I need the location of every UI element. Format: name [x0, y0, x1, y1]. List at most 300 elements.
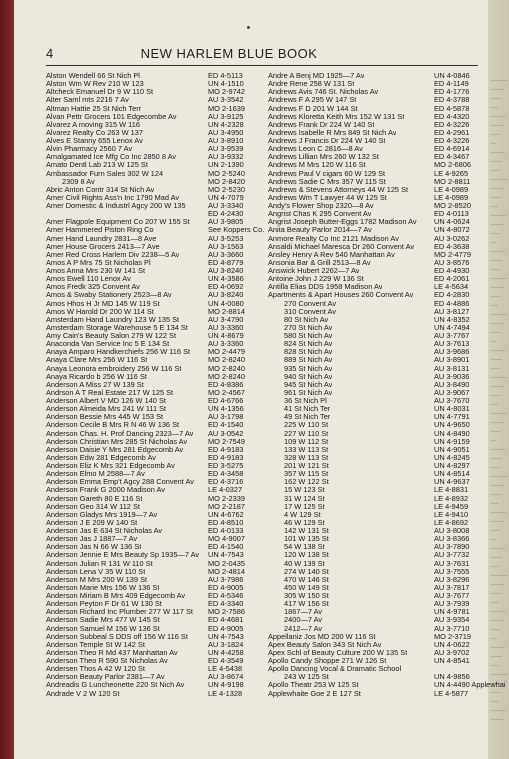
listing-phone: MO 2-5230 [208, 184, 245, 194]
listing-phone: AU 3-7817 [434, 582, 470, 592]
show-through-line [491, 125, 503, 126]
show-through-line [491, 458, 502, 459]
show-through-line [491, 701, 498, 702]
show-through-line [491, 449, 505, 450]
show-through-line [491, 377, 507, 378]
show-through-line [491, 287, 504, 288]
show-through-line [491, 710, 506, 711]
listing-phone: AU 3-7613 [434, 339, 470, 349]
listing-phone: AU 3-8901 [434, 355, 470, 365]
listing-phone: AU 3-7710 [434, 623, 470, 633]
listing-name: Anderson Christian Mrs 285 St Nicholas Av [46, 437, 188, 446]
listing-name: Amy Cain's Beauty Salon 279 W 122 St [46, 332, 176, 340]
show-through-line [491, 251, 505, 252]
listing-name: Anderson Sadie Mrs 477 W 145 St [46, 616, 160, 625]
listing-phone: ED 4-4681 [208, 615, 244, 625]
listing-phone: AU 3-9067 [434, 387, 470, 397]
listing-name: Anderson Temple St W 142 St [46, 640, 145, 649]
page-header [24, 46, 434, 62]
listing-phone: AU 3-7767 [434, 331, 470, 340]
show-through-line [491, 233, 500, 234]
listing-name: Anderson Chas. H. Prof Dancing 2323—7 Av [46, 429, 194, 438]
show-through-line [491, 314, 506, 315]
listing-name: Anderson Jas J 1887—7 Av [46, 535, 138, 544]
listing-name: 828 St Nich Av [284, 348, 333, 357]
listing-name: Anderson Miriam B Mrs 409 Edgecomb Av [46, 592, 186, 600]
listing-name: 580 St Nich Av [284, 332, 333, 340]
listing-name: Ambassador Furn Sales 302 W 124 [46, 169, 164, 178]
show-through-line [491, 332, 500, 333]
listing-phone: AU 3-8131 [434, 363, 470, 373]
listing-phone: MO 2-3719 [434, 631, 471, 641]
listing-name: 889 St Nich Av [284, 356, 333, 365]
listing-name: Amos Ewell 110 Lenox Av [46, 275, 131, 284]
show-through-line [491, 197, 501, 198]
listing-name: Altman Hattie 25 St Nich Terr [46, 104, 142, 113]
listing-name: Andreadis G Luncheonette 220 St Nich Av [46, 681, 185, 690]
listing-name: 945 St Nich Av [284, 380, 333, 389]
listing-phone: MO 2-1639 [208, 103, 245, 113]
listing-name: 357 W 115 St [284, 470, 329, 479]
listing-name: Andre A Benj MD 1925—7 Av [268, 72, 365, 80]
listing-phone: UN 4-4258 [208, 647, 244, 657]
listing-name: 225 W 110 St [284, 421, 329, 430]
listing-name: Apollo Theatr 253 W 125 St [268, 681, 359, 690]
listing-name: Alter Saml mts 2216 7 Av [46, 96, 129, 105]
listing-name: 2400—7 Av [284, 616, 323, 625]
listing-phone: AU 3-4790 [208, 314, 244, 324]
show-through-line [491, 719, 503, 720]
listing-phone: LE 4-5438 [208, 664, 243, 674]
listing-phone: LE 4-8692 [434, 517, 469, 527]
listing-name: Angrist Joseph Butter-Eggs 1782 Madison Av [268, 218, 417, 227]
listing-phone: ED 4-9183 [208, 444, 244, 454]
show-through-line [491, 269, 499, 270]
show-through-line [491, 530, 500, 531]
listing-phone: AU 3-3542 [208, 95, 244, 105]
listing-phone: ED 4-3226 [434, 119, 470, 129]
show-through-line [491, 674, 507, 675]
listing-phone: AU 3-8008 [434, 526, 470, 535]
next-page-edge [488, 0, 509, 759]
show-through-line [491, 215, 506, 216]
listing-phone: MO 4-9007 [208, 534, 245, 544]
listing-phone: ED 4-5113 [208, 71, 243, 80]
listing-phone: UN 4-6762 [208, 509, 244, 519]
listing-phone: LE 4-9459 [434, 501, 469, 511]
show-through-line [491, 575, 507, 576]
listing-name: Alston Wendell 66 St Nich Pl [46, 72, 140, 80]
show-through-line [491, 386, 504, 387]
listing-phone: MO 2-8811 [434, 176, 471, 186]
listing-phone: AU 3-9805 [208, 217, 244, 227]
listing-name: Andrews Wm T Lawyer 44 W 125 St [268, 193, 387, 202]
listing-phone: ED 4-3716 [208, 477, 244, 487]
listing-phone: UN 4-4490 Applewhai [434, 680, 506, 690]
listing-name: Amer Hand Laundry 2831—8 Ave [46, 234, 157, 243]
listing-phone: UN 4-8541 [434, 656, 470, 665]
listing-name: Anderson Geo 314 W 112 St [46, 502, 140, 511]
show-through-line [491, 188, 504, 189]
show-through-line [491, 404, 498, 405]
listing-phone: AU 3-9686 [434, 347, 470, 357]
listing-name: Anderson M Mrs 200 W 139 St [46, 575, 148, 584]
listing-name: 328 W 113 St [284, 453, 329, 462]
listing-phone: UN 4-8245 [434, 452, 470, 462]
listing-phone: ED 4-8779 [208, 257, 244, 267]
listing-phone: ED 4-5346 [208, 591, 244, 600]
listing-phone: LE 4-1328 [208, 688, 243, 698]
listing-name: Amos A P Mrs 75 St Nicholas Pl [46, 258, 151, 267]
listing-phone: ED 4-5878 [434, 103, 470, 113]
listing-phone: ED 4-3340 [208, 599, 244, 609]
show-through-line [491, 224, 503, 225]
show-through-line [491, 152, 505, 153]
listing-name: Anderson Theo R Md 437 Manhattan Av [46, 648, 178, 657]
listing-phone: ED 4-0692 [208, 282, 244, 292]
listing-name: Amos & Swaby Stationery 2523—8 Av [46, 291, 172, 300]
listing-phone: UN 4-8297 [434, 461, 470, 470]
listing-name: Angrist Chas K 295 Convent Av [268, 210, 372, 219]
listing-phone: UN 4-9637 [434, 477, 470, 487]
show-through-line [491, 170, 499, 171]
listing-name: Anderson Marie Mrs 156 W 136 St [46, 583, 160, 592]
listing-phone: AU 3-0262 [434, 233, 470, 243]
listing-phone: ED 4-2061 [434, 274, 470, 284]
listing-name: 54 W 138 St [284, 543, 325, 552]
listing-phone: UN 4-0624 [434, 217, 470, 227]
listing-name: Answick Hubert 2262—7 Av [268, 267, 360, 275]
listing-phone: ED 4-9005 [208, 582, 244, 592]
listing-name: Amer Civil Rights Ass'n Inc 1790 Mad Av [46, 193, 180, 202]
listing-phone: ED 4-1149 [434, 79, 469, 89]
listing-name: 4 W 129 St [284, 510, 321, 519]
listing-name: Alston Wm W Rev 210 W 123 [46, 80, 144, 89]
listing-name: Antilla Elias DDS 1958 Madison Av [268, 283, 383, 292]
show-through-line [491, 242, 497, 243]
show-through-line [491, 422, 503, 423]
listing-phone: AU 3-9125 [208, 111, 244, 121]
listing-phone: AU 3-9354 [434, 615, 470, 625]
listing-name: 49 St Nich Ter [284, 413, 331, 422]
listing-phone: UN 4-9781 [434, 607, 470, 617]
listing-phone: UN 4-9198 [208, 680, 244, 690]
listing-name: Anderson Theo R 590 St Nicholas Av [46, 657, 168, 665]
listing-row [46, 690, 250, 698]
listing-name: Amer House Grocers 2413—7 Ave [46, 242, 160, 251]
listing-phone: ED 4-9183 [208, 452, 244, 462]
listing-phone: ED 4-8510 [208, 517, 244, 527]
listing-name: 470 W 146 St [284, 575, 329, 584]
listing-name: Anderson Edw 281 Edgecomb Av [46, 453, 156, 462]
listing-name: Anderson Almeida Mrs 241 W 111 St [46, 405, 167, 414]
listing-name: Andrews Sadie C Mrs 357 W 115 St [268, 177, 386, 186]
listing-phone: AU 3-9539 [208, 144, 244, 154]
listing-name: 961 St Nich Av [284, 388, 333, 397]
listing-phone: UN 4-9650 [434, 420, 470, 430]
listing-phone: ED 4-9005 [208, 623, 244, 633]
listing-name: 133 W 113 St [284, 445, 329, 454]
listing-phone: AU 3-8240 [208, 290, 244, 300]
listing-phone: MO 2-0435 [208, 558, 245, 568]
listing-name: Ansaldi Michael Maresca Dr 260 Convent Av [268, 242, 415, 251]
listing-phone: AU 3-9702 [434, 647, 470, 657]
listing-phone: AU 3-3660 [208, 249, 244, 259]
listing-name: Anderson Richard Inc Plumber 277 W 117 St [46, 608, 193, 617]
listing-name: Anderson Emma Emp't Agcy 288 Convent Av [46, 478, 194, 487]
listing-phone: ED 4-1776 [434, 87, 470, 97]
listing-row [268, 657, 476, 665]
listing-name: 310 Convent Av [284, 307, 337, 316]
listing-name: Andrews Frank Dr 224 W 140 St [268, 120, 375, 129]
show-through-line [491, 620, 503, 621]
listing-phone: AU 3-3360 [208, 322, 244, 332]
listing-phone: AU 3-9332 [208, 152, 244, 162]
listing-name: Anaya Leonora embroidery 256 W 116 St [46, 364, 182, 373]
listing-name: 201 W 121 St [284, 462, 329, 470]
show-through-line [491, 629, 500, 630]
show-through-line [491, 296, 501, 297]
listing-phone: AU 3-7631 [434, 558, 470, 568]
listing-phone: UN 4-7543 [208, 631, 244, 641]
listing-name: Amer Hammered Piston Ring Co [46, 226, 154, 235]
listing-name: 162 W 122 St [284, 478, 329, 487]
listing-phone: MO 2-8420 [208, 176, 245, 186]
listing-phone: UN 4-7494 [434, 322, 470, 332]
show-through-line [491, 557, 502, 558]
listing-name: Anderson Daisie Y Mrs 281 Edgecomb Av [46, 445, 184, 454]
listing-phone: MO 2-8240 [208, 371, 245, 381]
show-through-line [491, 413, 506, 414]
show-through-line [491, 647, 505, 648]
show-through-line [491, 503, 498, 504]
listing-name: Amos Anna Mrs 230 W 141 St [46, 267, 145, 275]
listing-phone: LE 4-9410 [434, 509, 469, 519]
listing-phone: AU 3-7890 [434, 542, 470, 552]
listing-phone: UN 4-9856 [434, 672, 470, 682]
listing-phone: MO 2-2187 [208, 501, 245, 511]
listing-phone: UN 4-0622 [434, 639, 470, 649]
listing-phone: UN 2-1390 [208, 160, 244, 170]
show-through-line [491, 89, 504, 90]
listing-name: 2309 8 Av [62, 177, 95, 186]
listing-name: Andrews Paul V cigars 60 W 129 St [268, 169, 386, 178]
listing-phone: AU 3-7677 [434, 591, 470, 600]
listing-phone: MO 2-7586 [208, 607, 245, 617]
listing-name: Andrews Kloretta Keith Mrs 152 W 131 St [268, 112, 405, 121]
listing-name: Andrews F D 201 W 144 St [268, 104, 358, 113]
listing-phone: ED 4-2830 [434, 290, 470, 300]
listing-phone: MO 2-8240 [208, 363, 245, 373]
listing-name: 935 St Nich Av [284, 364, 333, 373]
listing-phone: ED 4-3226 [434, 136, 470, 145]
show-through-line [491, 656, 502, 657]
listing-name: Anderson Peyton F Dr 61 W 130 St [46, 600, 162, 609]
listing-phone: ED 4-8386 [208, 379, 244, 389]
listing-name: 227 W 110 St [284, 429, 329, 438]
listing-phone: AU 3-1563 [208, 241, 244, 251]
listing-phone: UN 4-7079 [208, 192, 244, 202]
listing-name: Anderson Jas E 634 St Nicholas Av [46, 527, 163, 535]
listing-phone: LE 4-9265 [434, 168, 469, 178]
listing-phone: MO 2-7549 [208, 436, 245, 446]
listing-phone: MO 2-5240 [208, 168, 245, 178]
header-rule [46, 65, 478, 66]
listing-name: Andrade V 2 W 120 St [46, 689, 120, 698]
listing-name: Anderson A Miss 27 W 139 St [46, 380, 144, 389]
show-through-line [491, 512, 506, 513]
show-through-line [491, 98, 501, 99]
listing-name: Altcheck Emanuel Dr 9 W 110 St [46, 88, 154, 97]
listing-name: Anaya Amparo Handkerchiefs 256 W 116 St [46, 348, 191, 357]
listing-phone: AU 3-7986 [208, 574, 244, 584]
listing-phone: LE 4-8932 [434, 493, 469, 503]
listing-name: Apollo Dancing Vocal & Dramatic School [268, 665, 402, 674]
listing-phone: UN 4-2328 [208, 119, 244, 129]
listing-phone: AU 3-8240 [208, 266, 244, 275]
listing-name: Anderson Samuel M 156 W 136 St [46, 624, 160, 633]
listing-phone: ED 4-3788 [434, 95, 470, 105]
listing-phone: AU 3-8910 [208, 136, 244, 145]
listing-phone: ED 4-4886 [434, 298, 470, 308]
listing-phone: AU 3-7939 [434, 599, 470, 609]
listing-name: Ansonia Bar & Grill 2513—8 Av [268, 258, 371, 267]
listing-name: Andrews Lillian Mrs 260 W 132 St [268, 153, 379, 162]
listing-name: Anderson Frank G 2000 Madison Av [46, 486, 166, 495]
listing-phone: AU 3-3340 [208, 201, 244, 210]
listing-name: 31 W 124 St [284, 494, 325, 503]
listing-name: Anderson Lena V 35 W 110 St [46, 567, 146, 576]
show-through-line [491, 341, 497, 342]
listing-phone: UN 4-8031 [434, 404, 470, 414]
listing-name: Alves E Stanny 655 Lenox Av [46, 137, 143, 145]
show-through-line [491, 476, 507, 477]
show-through-line [491, 143, 497, 144]
listing-phone: AU 3-8296 [434, 574, 470, 584]
listing-name: Anderson Julian R 131 W 110 St [46, 559, 153, 568]
listing-name: Anderson Gladys Mrs 1919—7 Av [46, 510, 158, 519]
listing-name: 270 St Nich Av [284, 323, 333, 332]
listing-phone: ED 4-3458 [208, 469, 244, 479]
page-mark [247, 26, 250, 29]
listing-name: Applewhaite Goe 2 E 127 St [268, 689, 361, 698]
listing-phone: UN 4-8514 [434, 469, 470, 479]
listing-phone: UN 4-0080 [208, 298, 244, 308]
listing-phone: ED 4-3638 [434, 241, 470, 251]
listing-phone: AU 3-9036 [434, 371, 470, 381]
listing-phone: ED 4-1540 [208, 420, 244, 430]
show-through-line [491, 566, 499, 567]
listing-name: Andrews J Francis Dr 224 W 140 St [268, 137, 386, 145]
show-through-line [491, 548, 505, 549]
listing-phone: MO 2-8520 [434, 201, 471, 210]
listing-name: 274 W 140 St [284, 567, 329, 576]
listing-phone: ED 4-3467 [434, 152, 470, 162]
listing-phone: AU 3-8366 [434, 534, 470, 544]
listing-name: Andrews Avis 746 St. Nicholas Av [268, 88, 379, 97]
show-through-line [491, 260, 502, 261]
listing-name: Amsterdam Storage Warehouse 5 E 134 St [46, 323, 188, 332]
listing-phone: AU 3-1798 [208, 412, 244, 422]
listing-name: 120 W 138 St [284, 551, 329, 560]
listing-name: 940 St Nich Av [284, 372, 333, 381]
listing-phone: AU 3-7732 [434, 550, 470, 560]
listing-phone: UN 4-9159 [434, 436, 470, 446]
listing-phone: UN 4-7791 [434, 412, 470, 422]
book-binding [0, 0, 14, 759]
listing-name: Andre Rene 258 W 131 St [268, 80, 355, 89]
listing-name: Anita Beauty Parlor 2014—7 Av [268, 226, 372, 235]
listing-name: 46 W 129 St [284, 518, 325, 527]
listing-phone: ED 4-3549 [208, 656, 244, 665]
listing-phone: AU 3-7670 [434, 396, 470, 405]
listing-name: Amer Flagpole Equipment Co 207 W 155 St [46, 218, 190, 227]
listing-name: 305 W 150 St [284, 592, 329, 600]
listing-phone: MO 2-4814 [208, 566, 245, 576]
listing-name: Amos W Harold Dr 200 W 114 St [46, 307, 154, 316]
listing-phone: UN 4-8072 [434, 225, 470, 235]
listing-phone: ED 4-1540 [208, 542, 244, 552]
listing-name: 80 St Nich Av [284, 315, 329, 324]
listing-name: Andrews F A 295 W 147 St [268, 96, 357, 105]
listing-name: Alvan Pettr Grocers 101 Edgecombe Av [46, 112, 177, 121]
listing-name: 101 W 135 St [284, 535, 329, 544]
listing-name: Andersen Thos A 42 W 120 St [46, 665, 145, 674]
listing-phone: LE 4-5634 [434, 282, 469, 292]
page-number: 4 [46, 46, 54, 61]
listing-name: 109 W 112 St [284, 437, 329, 446]
show-through-line [491, 395, 501, 396]
show-through-line [491, 368, 499, 369]
show-through-line [491, 665, 499, 666]
listing-row [268, 690, 476, 698]
listing-phone: AU 3-0542 [208, 428, 244, 438]
listing-name: Amato Dentl Lab 213 W 125 St [46, 161, 148, 170]
listing-phone: UN 4-8679 [208, 331, 244, 340]
show-through-line [491, 350, 505, 351]
listing-phone: ED 4-4930 [434, 266, 470, 275]
listing-phone: AU 3-8127 [434, 306, 470, 316]
listing-name: Apollo Candy Shoppe 271 W 126 St [268, 657, 387, 665]
listing-name: Anderson Eliz K Mrs 321 Edgecomb Av [46, 462, 175, 470]
listing-phone: MO 2-9742 [208, 87, 245, 97]
listing-phone: MO 2-2339 [208, 493, 245, 503]
listing-name: Anderson Jennie E Mrs Beauty Sp 1935—7 Av [46, 551, 200, 560]
listing-name: 40 W 139 St [284, 559, 325, 568]
listing-phone: LE 4-0989 [434, 184, 469, 194]
listing-name: 1867—7 Av [284, 608, 323, 617]
listing-name: Amos Fredk 325 Convent Av [46, 283, 140, 292]
listing-name: Anderson Cecile B Mrs R N 46 W 136 St [46, 421, 180, 430]
listing-phone: UN 4-1356 [208, 404, 244, 414]
listing-phone: MO 2-4779 [434, 249, 471, 259]
listing-phone: MO 2-6806 [434, 160, 471, 170]
listing-phone: AU 3-7555 [434, 566, 470, 576]
right-column [268, 71, 506, 698]
listing-phone: UN 4-1510 [208, 79, 244, 89]
listing-name: 450 W 149 St [284, 583, 329, 592]
listing-name: 17 W 125 St [284, 502, 325, 511]
listing-name: Andrews Leon C 2816—8 Av [268, 145, 363, 154]
listing-name: Anderson Albert V MD 126 W 140 St [46, 397, 166, 405]
show-through-line [491, 521, 503, 522]
listing-name: Anderson Beauty Parlor 2381—7 Av [46, 673, 165, 682]
show-through-line [491, 179, 507, 180]
listing-name: Amos Hhos H Jr MD 145 W 119 St [46, 299, 160, 308]
listing-name: Anaconda Van Service Inc 5 E 134 St [46, 340, 170, 349]
listing-name: 824 St Nich Av [284, 340, 333, 349]
listing-phone: AU 3-8576 [434, 257, 470, 267]
